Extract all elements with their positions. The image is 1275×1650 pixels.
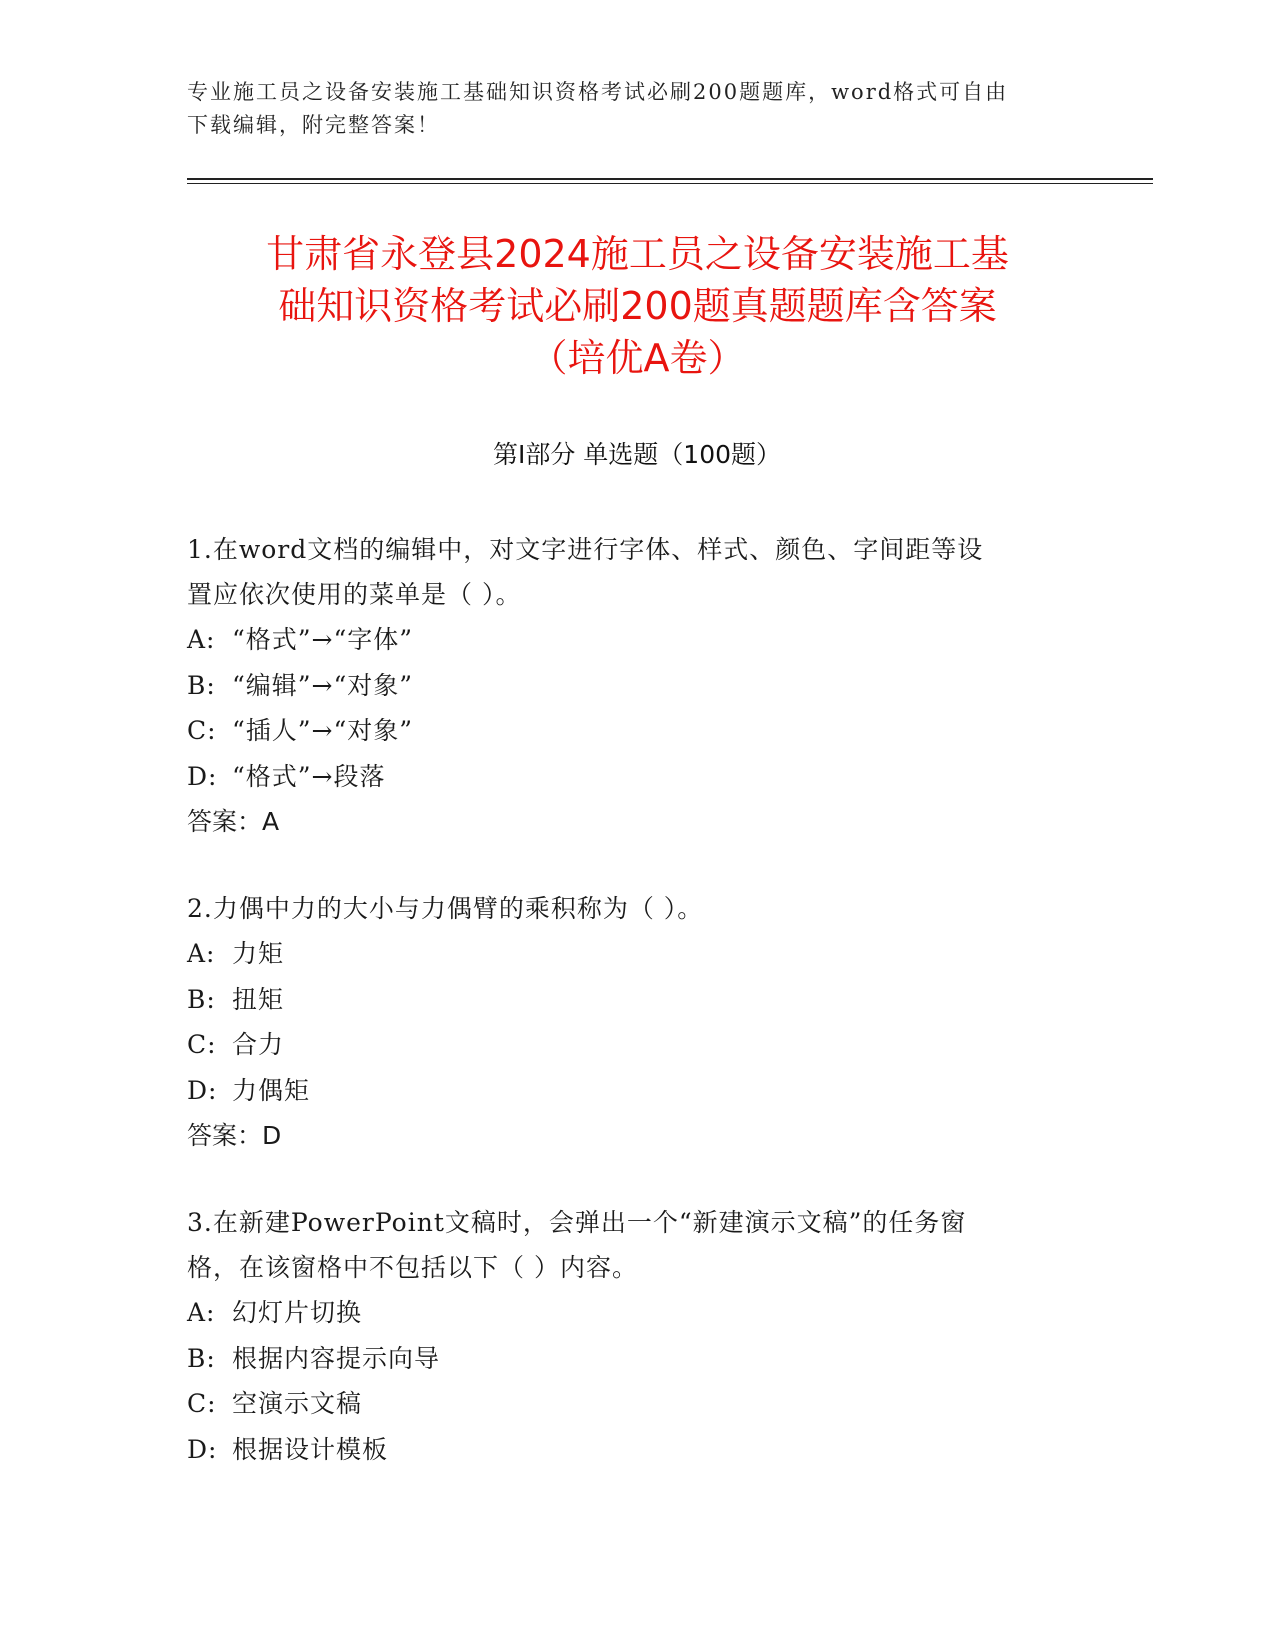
option-key: B: [187,1343,216,1373]
option-text: 根据设计模板 [232,1434,389,1464]
option-key: D: [187,761,218,791]
option-d [187,1427,1067,1473]
title-line1: 甘肃省永登县2024施工员之设备安装施工基 [266,232,1009,276]
option-text: 扭矩 [232,984,285,1014]
question-2 [187,886,1067,1158]
answer-label: 答案：A [187,807,280,836]
option-text: 力偶矩 [232,1075,311,1105]
header-divider-thin [187,183,1153,184]
option-text: 力矩 [232,939,285,968]
option-key: D: [187,1434,218,1464]
answer-label: 答案：D [187,1121,282,1150]
section-heading: 第I部分 单选题（100题） [492,440,782,469]
option-key: C: [187,1389,217,1418]
title-line2: 础知识资格考试必刷200题真题题库含答案 [278,284,997,328]
option-text: “格式”→段落 [232,761,386,791]
option-text: 幻灯片切换 [232,1298,363,1327]
option-key: C: [187,1030,217,1059]
header-note-line2: 下载编辑，附完整答案！ [187,113,440,137]
question-stem-line2: 格，在该窗格中不包括以下（ ）内容。 [187,1253,638,1282]
option-d [187,754,1067,800]
option-key: A: [187,1298,216,1327]
option-text: 空演示文稿 [232,1389,363,1418]
header-note-line1: 专业施工员之设备安装施工基础知识资格考试必刷200题题库，word格式可自由 [187,80,1009,104]
option-c [187,708,1067,754]
document-title [160,228,1115,384]
question-stem-line1: 1.在word文档的编辑中，对文字进行字体、样式、颜色、字间距等设 [187,535,984,564]
option-text: 合力 [232,1030,285,1059]
header-note [187,76,1087,142]
option-key: A: [187,939,216,968]
question-stem-line1: 2.力偶中力的大小与力偶臂的乘积称为（ ）。 [187,894,704,923]
title-line3: （培优A卷） [529,336,746,380]
option-text: “编辑”→“对象” [232,670,414,700]
option-key: A: [187,625,216,654]
question-3 [187,1200,1067,1472]
option-text: 根据内容提示向导 [232,1343,441,1373]
option-c [187,1381,1067,1427]
question-list [187,527,1067,1514]
option-key: D: [187,1075,218,1105]
question-stem-line1: 3.在新建PowerPoint文稿时，会弹出一个“新建演示文稿”的任务窗 [187,1208,967,1237]
option-c [187,1022,1067,1068]
question-1 [187,527,1067,844]
option-b [187,663,1067,709]
option-a [187,1290,1067,1336]
option-key: B: [187,984,216,1014]
option-d [187,1068,1067,1114]
option-a [187,617,1067,663]
option-key: C: [187,716,217,745]
option-text: “插人”→“对象” [232,716,414,745]
question-stem-line2: 置应依次使用的菜单是（ ）。 [187,580,522,609]
option-b [187,977,1067,1023]
option-text: “格式”→“字体” [232,625,414,654]
header-divider-thick [187,178,1153,180]
option-a [187,931,1067,977]
option-b [187,1336,1067,1382]
option-key: B: [187,670,216,700]
